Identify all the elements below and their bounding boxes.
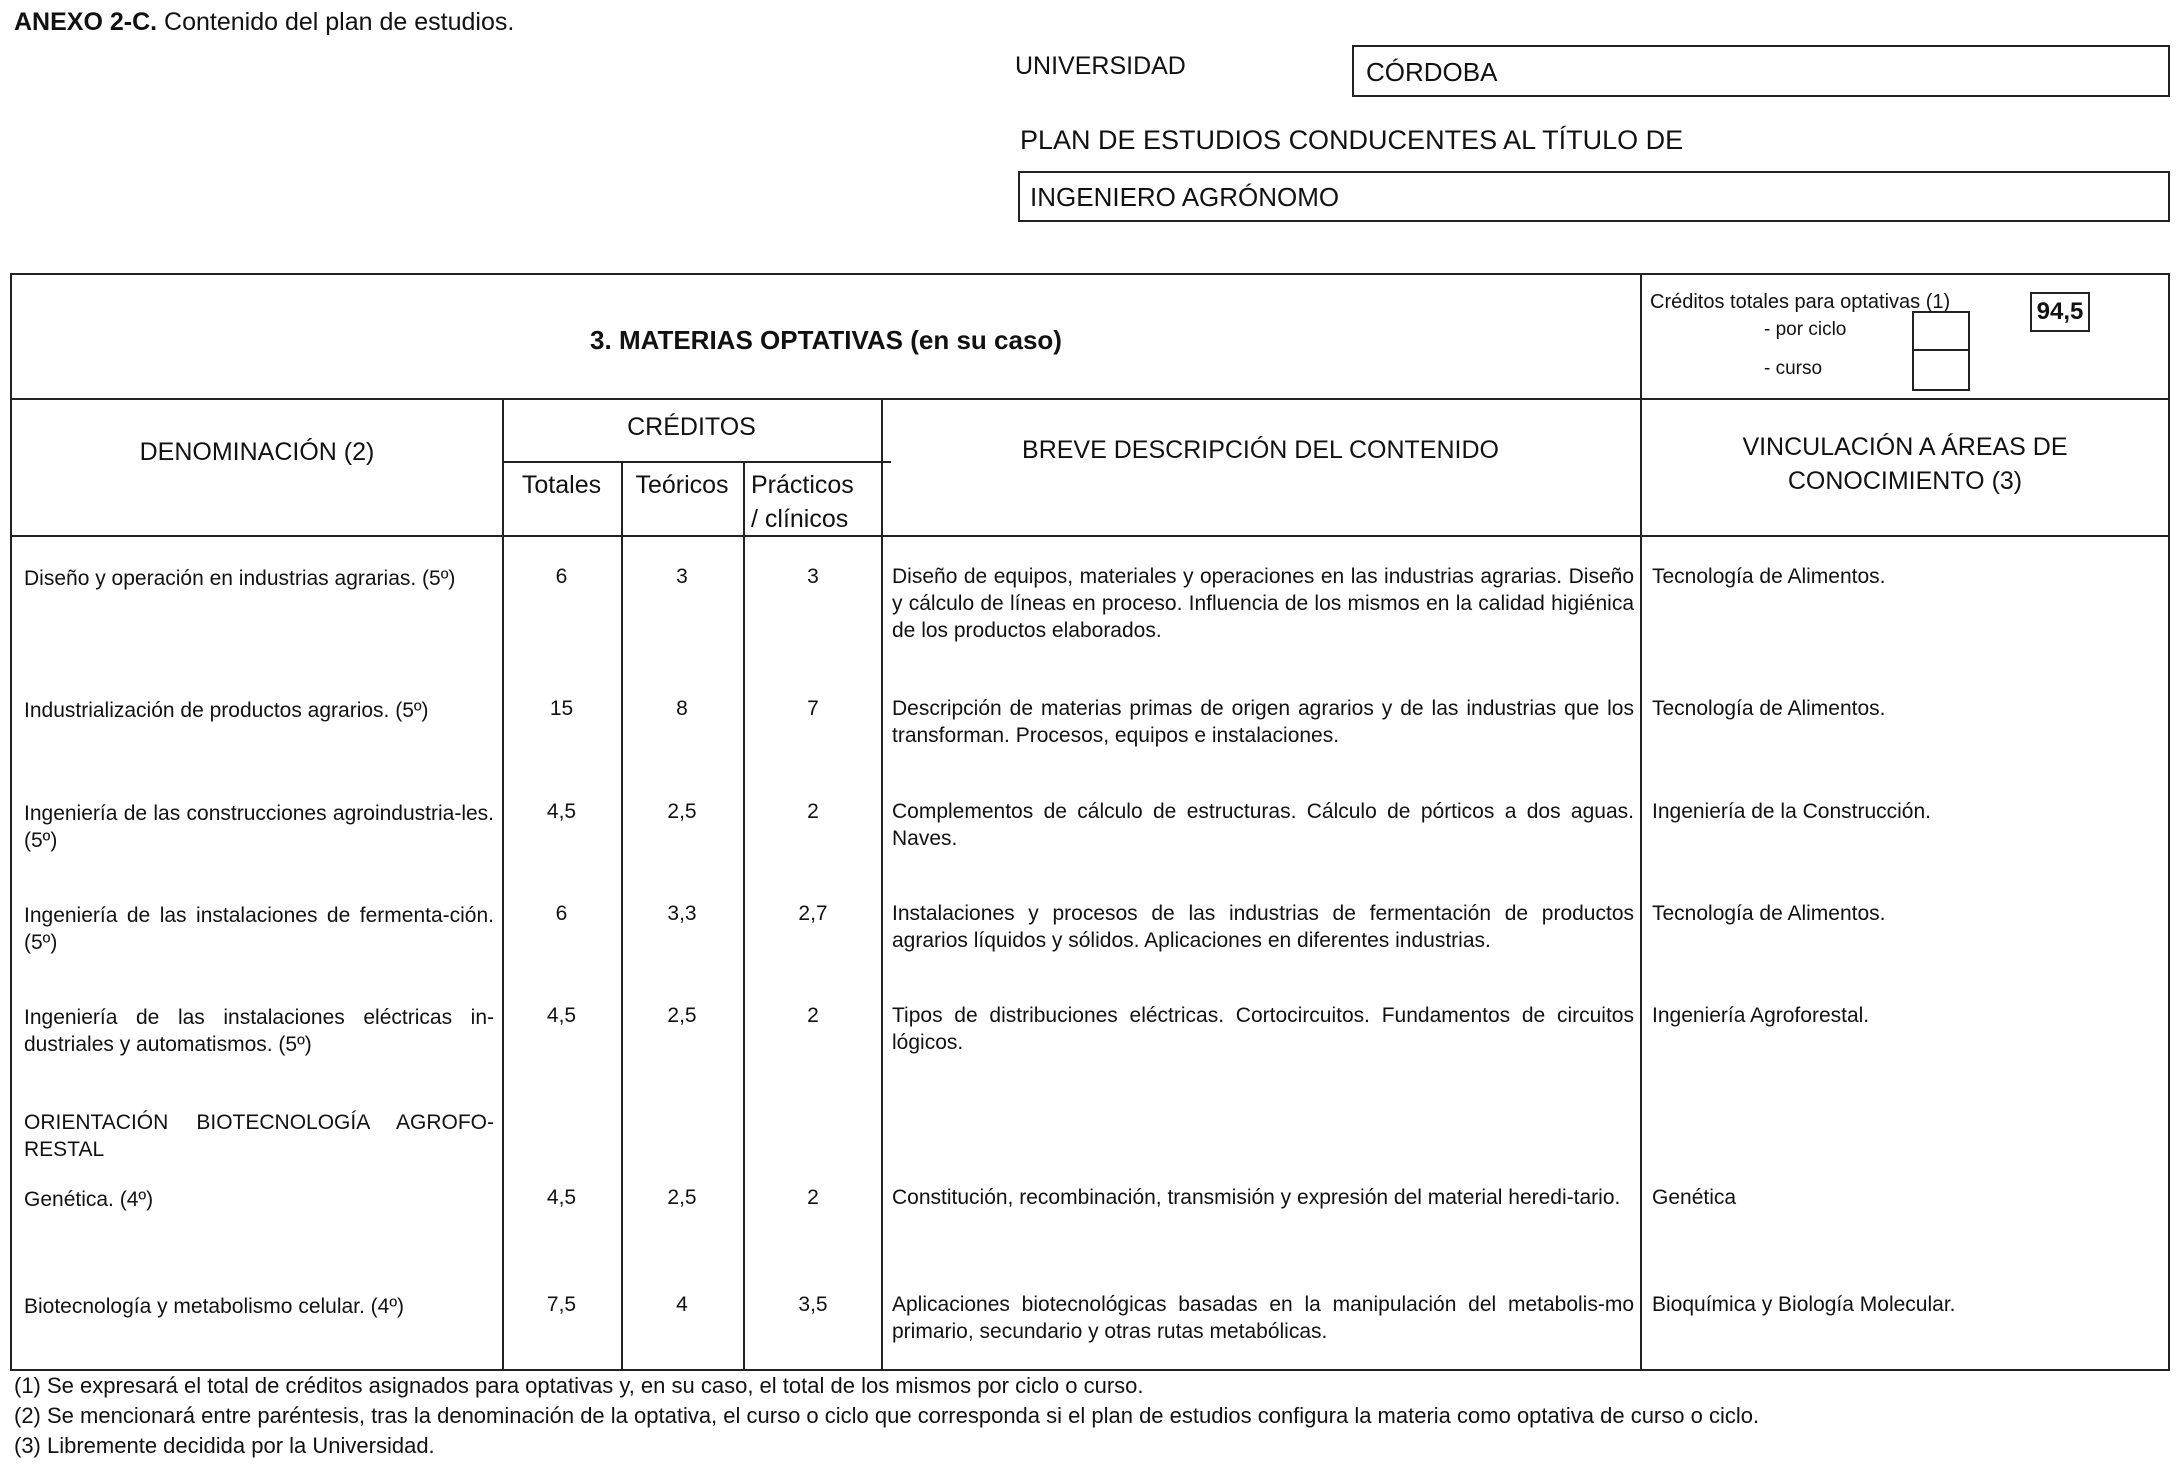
row-4-teoricos: 3,3 <box>667 902 697 925</box>
col-vinculacion <box>1642 430 2168 498</box>
row-6-descripcion: Constitución, recombinación, transmisión y expresión del material heredi-tario. <box>892 1186 1621 1209</box>
titulo-field: INGENIERO AGRÓNOMO <box>1018 171 2170 222</box>
row-4-area: Tecnología de Alimentos. <box>1652 902 1886 925</box>
row-6-area: Genética <box>1652 1186 1737 1209</box>
footnote-1: (1) Se expresará el total de créditos asignados para optativas y, en su caso, el total de los mismos por ciclo o curso. <box>14 1373 1144 1398</box>
footnote-2: (2) Se mencionará entre paréntesis, tras la denominación de la optativa, el curso o ciclo que corresponda si el plan de estudios configura la materia como optativa de curso o ciclo. <box>14 1403 1760 1428</box>
row-6-practicos: 2 <box>807 1186 819 1209</box>
row-7-area: Bioquímica y Biología Molecular. <box>1652 1293 1956 1316</box>
row-3-teoricos: 2,5 <box>667 800 697 823</box>
row-1-descripcion: Diseño de equipos, materiales y operaciones en las industrias agrarias. Diseño y cálculo de líneas en proceso. Influencia de los mismos en la calidad higiénica de los productos elaborados. <box>892 565 1634 642</box>
row-7-teoricos: 4 <box>676 1293 688 1316</box>
row-2-practicos: 7 <box>807 697 819 720</box>
row-2-descripcion: Descripción de materias primas de origen agrarios y de las industrias que los transforman. Procesos, equipos e instalaciones. <box>892 697 1634 747</box>
row-3-descripcion: Complementos de cálculo de estructuras. Cálculo de pórticos a dos aguas. Naves. <box>892 800 1634 850</box>
row-4-practicos: 2,7 <box>798 902 828 925</box>
annex-heading <box>14 8 514 37</box>
row-4-totales: 6 <box>555 902 568 925</box>
creditos-totales-value: 94,5 <box>2030 292 2090 332</box>
col-denominacion: DENOMINACIÓN (2) <box>139 438 375 466</box>
annex-subtitle: Contenido del plan de estudios. <box>157 8 515 36</box>
por-ciclo-label: - por ciclo <box>1764 319 1847 340</box>
col-totales: Totales <box>521 471 602 499</box>
row-4-denominacion: Ingeniería de las instalaciones de fermenta-ción. (5º) <box>24 904 494 954</box>
col-creditos: CRÉDITOS <box>627 413 756 441</box>
row-2-teoricos: 8 <box>676 697 688 720</box>
row-3-area: Ingeniería de la Construcción. <box>1652 800 1931 823</box>
row-2-denominacion: Industrialización de productos agrarios. (5º) <box>24 699 429 722</box>
row-2-totales: 15 <box>549 697 574 720</box>
row-6-teoricos: 2,5 <box>667 1186 697 1209</box>
row-5-totales: 4,5 <box>546 1004 577 1027</box>
row-4-descripcion: Instalaciones y procesos de las industrias de fermentación de productos agrarios líquidos y sólidos. Aplicaciones en diferentes industrias. <box>892 902 1634 952</box>
col-vinculacion-line2: CONOCIMIENTO (3) <box>1787 467 2023 495</box>
section-title: 3. MATERIAS OPTATIVAS (en su caso) <box>590 325 1062 355</box>
universidad-label: UNIVERSIDAD <box>1015 52 1186 80</box>
row-7-descripcion: Aplicaciones biotecnológicas basadas en la manipulación del metabolis-mo primario, secundario y otras rutas metabólicas. <box>892 1293 1634 1343</box>
row-7-denominacion: Biotecnología y metabolismo celular. (4º) <box>24 1295 405 1318</box>
col-vinculacion-line1: VINCULACIÓN A ÁREAS DE <box>1742 433 2068 461</box>
row-5-practicos: 2 <box>807 1004 819 1027</box>
curso-label: - curso <box>1764 358 1823 379</box>
row-5-descripcion: Tipos de distribuciones eléctricas. Cortocircuitos. Fundamentos de circuitos lógicos. <box>892 1004 1634 1054</box>
row-2-area: Tecnología de Alimentos. <box>1652 697 1886 720</box>
row-1-denominacion: Diseño y operación en industrias agrarias. (5º) <box>24 567 456 590</box>
optativas-table <box>10 273 2170 1371</box>
row-6-denominacion: Genética. (4º) <box>24 1188 154 1211</box>
row-3-totales: 4,5 <box>546 800 577 823</box>
por-ciclo-box <box>1912 311 1970 351</box>
col-practicos-line1: Prácticos <box>751 471 854 499</box>
row-3-practicos: 2 <box>807 800 819 823</box>
row-7-totales: 7,5 <box>546 1293 577 1316</box>
row-1-practicos: 3 <box>807 565 819 588</box>
universidad-field: CÓRDOBA <box>1352 45 2170 97</box>
row-5-area: Ingeniería Agroforestal. <box>1652 1004 1870 1027</box>
plan-label: PLAN DE ESTUDIOS CONDUCENTES AL TÍTULO DE <box>1020 125 1684 155</box>
row-3-denominacion: Ingeniería de las construcciones agroindustria-les. (5º) <box>24 802 494 852</box>
row-7-practicos: 3,5 <box>798 1293 828 1316</box>
row-1-teoricos: 3 <box>676 565 688 588</box>
orientacion-heading: ORIENTACIÓN BIOTECNOLOGÍA AGROFO-RESTAL <box>24 1111 494 1161</box>
footnote-3: (3) Libremente decidida por la Universidad. <box>14 1433 435 1458</box>
curso-box <box>1912 349 1970 391</box>
col-practicos-line2: / clínicos <box>751 505 849 533</box>
row-1-totales: 6 <box>555 565 568 588</box>
col-practicos <box>745 468 881 536</box>
col-teoricos: Teóricos <box>635 471 729 499</box>
col-descripcion: BREVE DESCRIPCIÓN DEL CONTENIDO <box>1022 436 1499 464</box>
row-6-totales: 4,5 <box>546 1186 577 1209</box>
row-5-denominacion: Ingeniería de las instalaciones eléctricas in-dustriales y automatismos. (5º) <box>24 1006 494 1056</box>
annex-number: ANEXO 2-C. <box>14 8 158 36</box>
row-1-area: Tecnología de Alimentos. <box>1652 565 1886 588</box>
row-5-teoricos: 2,5 <box>667 1004 697 1027</box>
creditos-totales-label: Créditos totales para optativas (1) <box>1650 291 1951 313</box>
